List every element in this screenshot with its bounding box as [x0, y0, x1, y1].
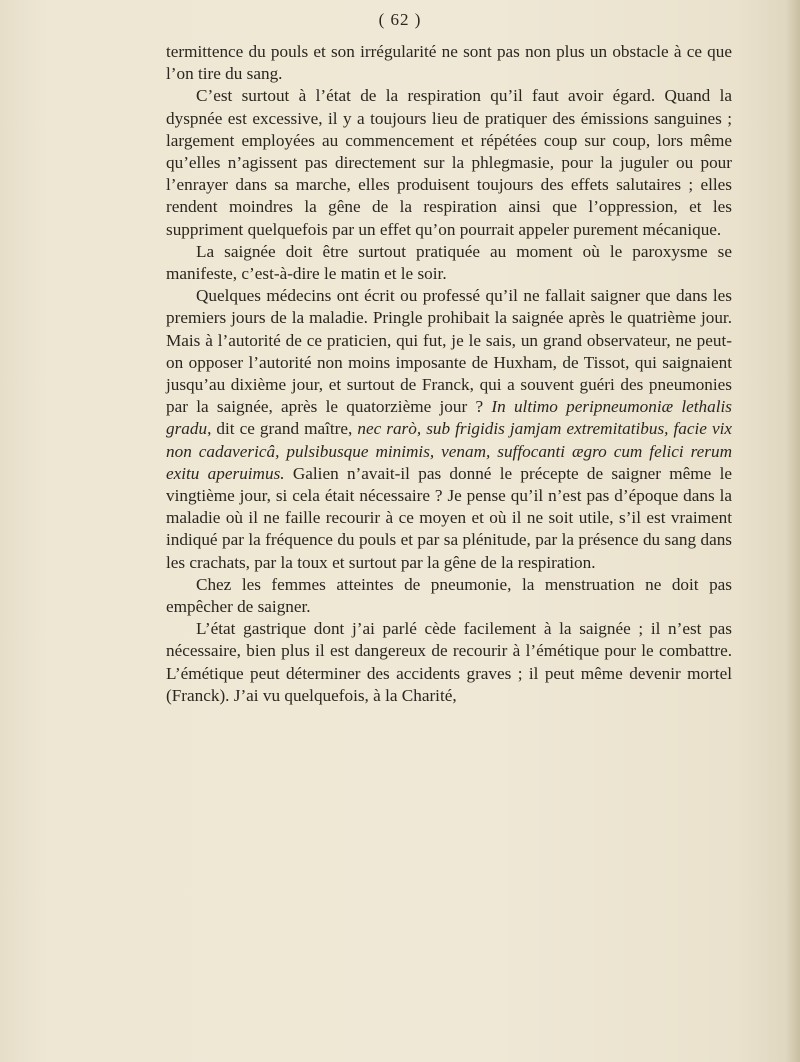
body-text — [166, 41, 732, 707]
page-edge-shadow — [786, 0, 800, 1062]
text-run: Quelques médecins ont écrit ou professé qu’il ne fallait saigner que dans les premiers jours de la maladie. Pringle prohibait la saignée après le quatrième jour. Mais à l’autorité de ce praticien, qui fut, je le sais, un grand observateur, ne peut-on opposer l’autorité non moins imposante de Huxham, de Tissot, qui saignaient jusqu’au dixième jour, et surtout de Franck, qui a souvent guéri des pneumonies par la saignée, après le quatorzième jour ? — [166, 286, 732, 417]
paragraph — [166, 85, 732, 240]
text-run: Galien n’avait-il pas donné le précepte de saigner même le vingtième jour, si cela était nécessaire ? Je pense qu’il n’est pas d’époque dans la maladie où il ne faille recourir à ce moyen et où il ne soit utile, s’il est vraiment indiqué par la fréquence du pouls et par sa plénitude, par la présence du sang dans les crachats, par la toux et surtout par la gêne de la respiration. — [166, 463, 732, 572]
paragraph — [166, 241, 732, 285]
paragraph — [166, 285, 732, 574]
text-run: C’est surtout à l’état de la respiration qu’il faut avoir égard. Quand la dyspnée est excessive, il y a toujours lieu de pratiquer des émissions sanguines ; largement employées au commencement et répétées coup sur coup, lors même qu’elles n’agissent pas directement sur la phlegmasie, pour la juguler ou pour l’enrayer dans sa marche, elles produisent toujours des effets salutaires ; elles rendent moindres la gêne de la respiration ainsi que l’oppression, et les suppriment quelquefois par un effet qu’on pourrait appeler purement mécanique. — [166, 86, 732, 239]
latin-quote: In ultimo peripneumoniæ lethalis gradu — [166, 397, 732, 439]
text-run: , dit ce grand maître, — [207, 419, 358, 439]
text-run: L’état gastrique dont j’ai parlé cède facilement à la saignée ; il n’est pas nécessaire, bien plus il est dangereux de recourir à l’émétique pour le combattre. L’émétique peut déterminer des accidents graves ; il peut même devenir mortel (Franck). J’ai vu quelquefois, à la Charité, — [166, 619, 732, 705]
latin-quote: nec rarò, sub frigidis jamjam extremitatibus, facie vix non cadavericâ, pulsibusque minimis, venam, suffocanti ægro cum felici rerum exitu aperuimus. — [166, 419, 732, 483]
paragraph — [166, 41, 732, 85]
page-number: ( 62 ) — [378, 10, 422, 29]
text-run: Chez les femmes atteintes de pneumonie, la menstruation ne doit pas empêcher de saigner. — [166, 574, 732, 617]
paragraph — [166, 618, 732, 707]
paragraph — [166, 574, 732, 618]
text-run: termittence du pouls et son irrégularité ne sont pas non plus un obstacle à ce que l’on tire du sang. — [166, 42, 732, 84]
text-run: La saignée doit être surtout pratiquée au moment où le paroxysme se manifeste, c’est-à-dire le matin et le soir. — [166, 241, 732, 284]
